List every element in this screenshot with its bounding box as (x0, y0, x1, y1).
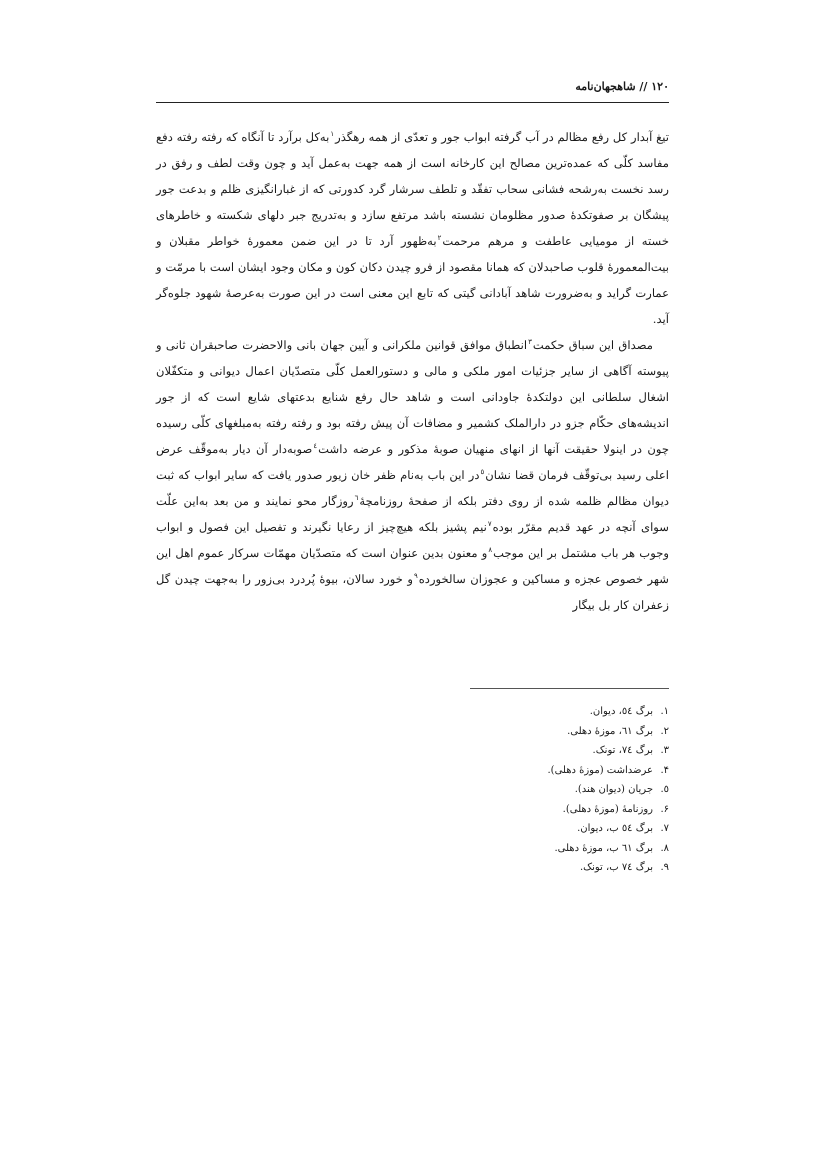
footnote-marker[interactable]: ٥ (480, 468, 485, 476)
text-run: و خورد سالان، بیوهٔ پُردرد بی‌زور را به‌جهت چیدن گل زعفران کار بل بیگار (156, 572, 669, 612)
footnote-text: برگ ٦١، موزهٔ دهلی. (567, 725, 653, 737)
footnote-item (380, 780, 669, 800)
main-text (156, 124, 669, 618)
footnote-number: ٣. (660, 745, 669, 756)
text-run: به‌کل برآرد تا آنگاه که رفته رفته دفع مفاسد کلّی که عمده‌ترین مصالح این کارخانه است از همه جهت به‌عمل آید و چون وقت لطف و رفق در رسد نخست به‌رشحه فشانی سحاب تفقّد و تلطف سرشار گرد کدورتی که از غبارانگیزی ظلم و بدعت جور پیشگان بر صفوتکدهٔ صدور مظلومان نشسته باشد مرتفع سازد و به‌تدریج جبر دلهای شکسته و خاطرهای خسته از مومیایی عاطفت و مرهم مرحمت (156, 130, 669, 248)
footnote-item (380, 741, 669, 761)
footnote-number: ٨. (660, 842, 669, 854)
text-run: تیغ آبدار کل رفع مظالم در آب گرفته ابواب جور و تعدّی از همه رهگذر (335, 130, 669, 144)
footnote-text: جریان (دیوان هند). (574, 784, 653, 795)
footnote-text: عرضداشت (موزهٔ دهلی). (547, 764, 653, 776)
text-run: به‌ظهور آرد تا در این ضمن معمورهٔ خواطر مقبلان و بیت‌المعمورهٔ قلوب صاحبدلان که همانا مقصود از فرو چیدن دکان کون و مکان وجود ایشان است با مرمّت و عمارت گراید و به‌ضرورت شاهد آبادانی گیتی که تابع این معنی است در این صورت به‌عرصهٔ شهود جلوه‌گر آید. (156, 234, 669, 326)
running-header (156, 74, 669, 103)
footnote-text: برگ ٦١ ب، موزهٔ دهلی. (554, 842, 653, 854)
footnote-text: برگ ٧٤، تونک. (592, 745, 653, 756)
footnote-text: برگ ٧٤ ب، تونک. (579, 862, 653, 873)
text-run: در این باب به‌نام ظفر خان زیور صدور یافت که سایر ابواب که ثبت دیوان مظالم ظلمه شده از روی دفتر بلکه از صفحهٔ روزنامچهٔ (156, 468, 669, 508)
footnote-marker[interactable]: ٧ (487, 520, 492, 528)
footnote-number: ٥. (660, 784, 669, 795)
footnote-marker[interactable]: ٩ (413, 572, 418, 580)
footnote-marker[interactable]: ٨ (488, 546, 493, 554)
footnote-item (380, 819, 669, 839)
footnote-number: ٧. (660, 823, 669, 834)
footnote-number: ۴. (660, 764, 669, 776)
text-run: و معنون بدین عنوان است که متصدّیان مهمّات سرکار عموم اهل این شهر خصوص عجزه و مساکین و عجوزان سالخورده (156, 546, 669, 586)
footnote-item (380, 858, 669, 878)
text-run: صوبه‌دار آن دیار به‌موقّف عرض اعلی رسید بی‌توقّف فرمان قضا نشان (156, 442, 669, 482)
footnote-text: روزنامهٔ (موزهٔ دهلی). (562, 803, 653, 815)
footnote-number: ٩. (660, 862, 669, 873)
footnote-number: ۶. (660, 803, 669, 815)
text-run: انطباق موافق قوانین ملکرانی و آیین جهان بانی والاحضرت صاحبقران ثانی و پیوسته آگاهی از سایر جزئیات امور ملکی و مالی و دستورالعمل کلّی متصدّیان اعمال دیوانی و متکفّلان اشغال سلطانی این دولتکدهٔ جاودانی است و شاهد حال رفع شنایع بدعتهای شایع است که از جور اندیشه‌های حکّام جزو در دارالملک کشمیر و مضافات آن پیش رفته بود و رفته رفته به‌مبلغهای کلّی رسیده چون در اینولا حقیقت آنها از انهای منهیان صوبهٔ مذکور و عرضه داشت (156, 338, 669, 456)
text-run: روزگار محو نمایند و من بعد به‌این علّت سوای آنچه در عهد قدیم مقرّر بوده (156, 494, 669, 534)
footnotes-list (380, 702, 669, 878)
footnote-item (380, 761, 669, 781)
footnote-marker[interactable]: ٢ (437, 234, 442, 242)
footnote-marker[interactable]: ٤ (313, 442, 318, 450)
paragraph (156, 332, 669, 618)
text-run: نیم پشیز بلکه هیچ‌چیز از رعایا نگیرند و تفصیل این فصول و ابواب وجوب هر باب مشتمل بر این موجب (156, 520, 669, 560)
footnote-item (380, 839, 669, 859)
footnote-marker[interactable]: ١ (330, 130, 335, 138)
footnote-item (380, 800, 669, 820)
page-number-and-title: ١٢٠ // شاهجهان‌نامه (575, 80, 669, 93)
footnote-item (380, 722, 669, 742)
paragraph (156, 124, 669, 332)
footnote-separator (470, 688, 669, 689)
footnote-marker[interactable]: ٣ (528, 338, 532, 346)
footnote-item (380, 702, 669, 722)
text-run: مصداق این سباق حکمت (532, 338, 653, 352)
footnote-text: برگ ٥٤، دیوان. (589, 706, 653, 717)
footnote-marker[interactable]: ٦ (354, 494, 359, 502)
footnote-text: برگ ٥٤ ب، دیوان. (577, 823, 653, 834)
footnote-number: ٢. (660, 725, 669, 737)
footnote-number: ١. (660, 706, 669, 717)
